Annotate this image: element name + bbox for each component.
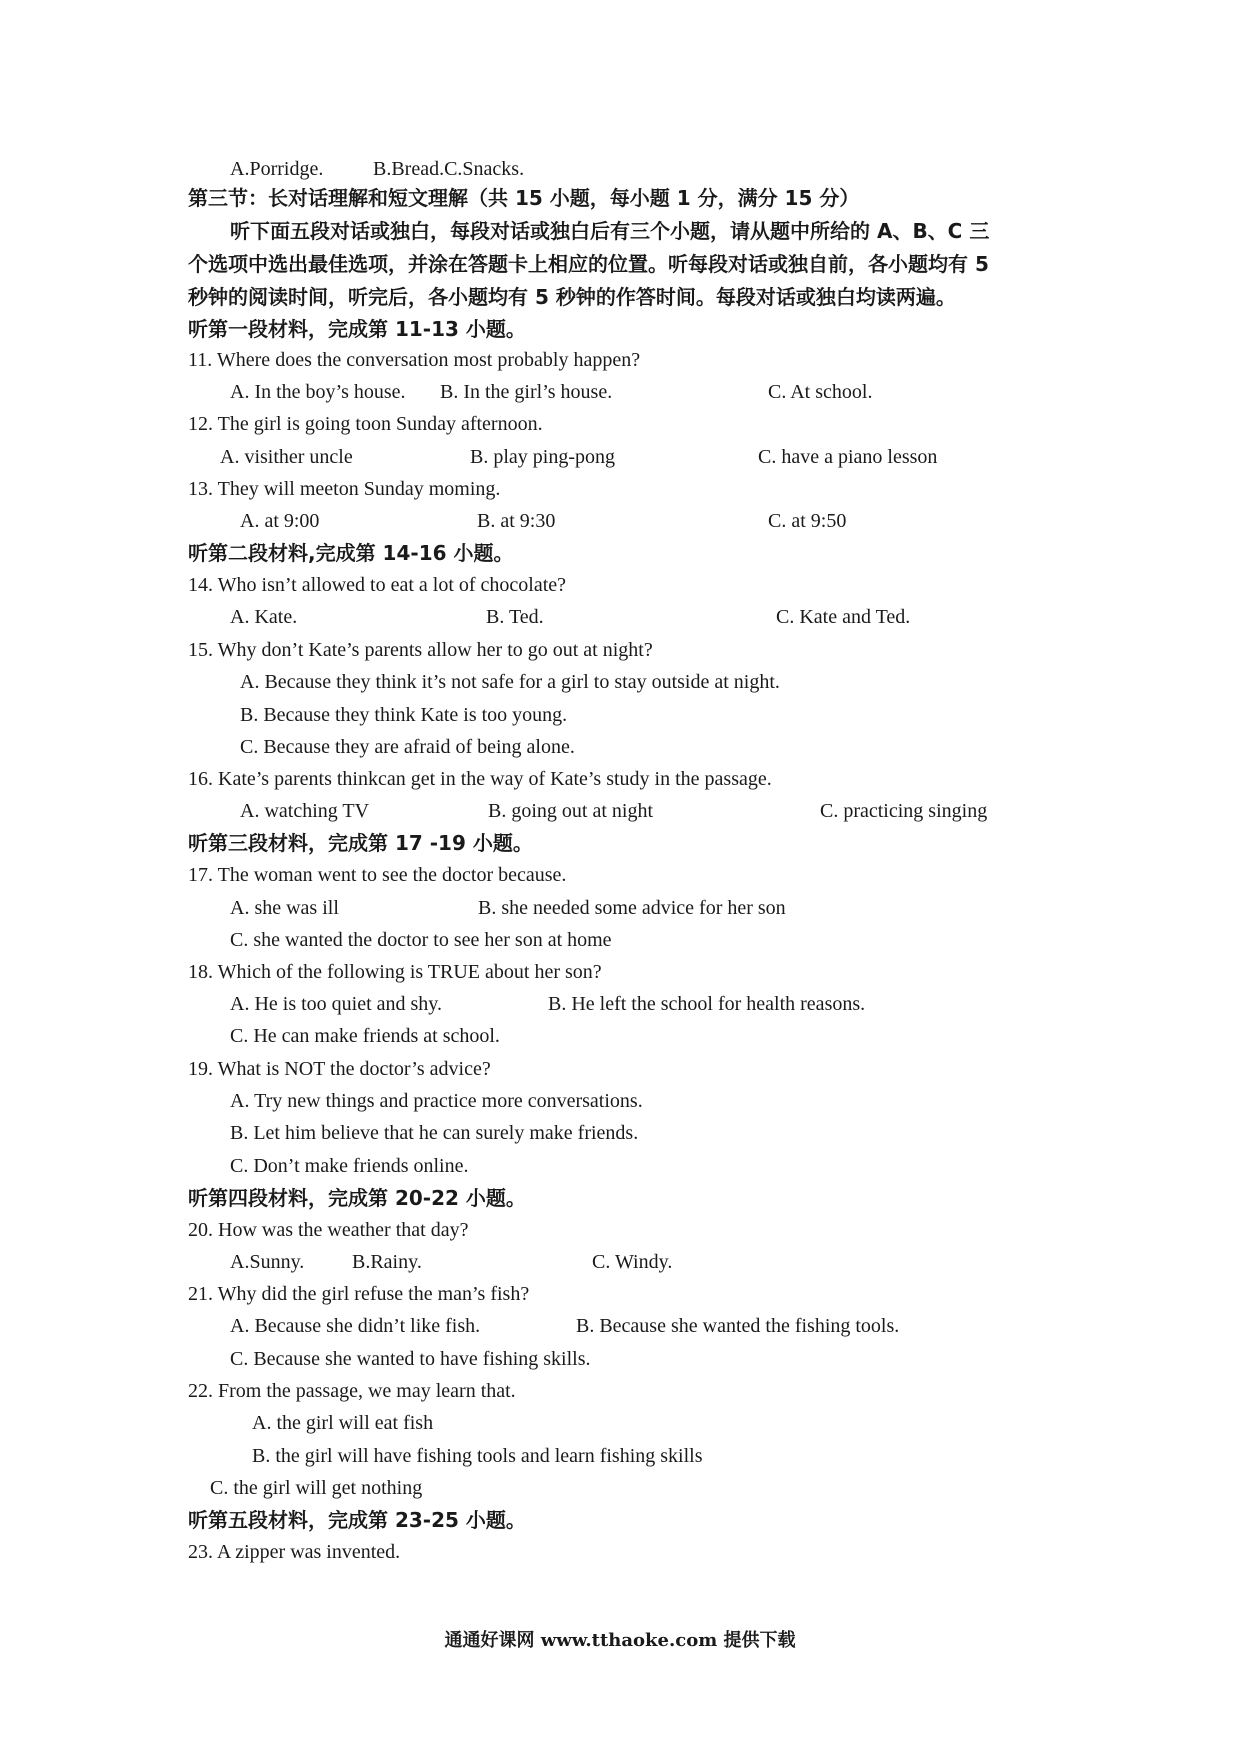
option-b: B. Because they think Kate is too young. — [240, 704, 568, 726]
option-c: C. He can make friends at school. — [230, 1025, 500, 1047]
option-a: A. He is too quiet and shy. — [230, 993, 443, 1015]
option-b: B. Because she wanted the fishing tools. — [576, 1315, 900, 1337]
question-15: 15. Why don’t Kate’s parents allow her to go out at night? — [188, 639, 653, 661]
instructions-line: 个选项中选出最佳选项，并涂在答题卡上相应的位置。听每段对话或独自前，各小题均有 5 — [188, 252, 989, 276]
part-heading: 听第二段材料,完成第 14-16 小题。 — [188, 541, 514, 565]
option-a: A. she was ill — [230, 897, 339, 919]
option-a: A. Kate. — [230, 606, 298, 628]
option-a: A. Because they think it’s not safe for a girl to stay outside at night. — [240, 671, 780, 693]
option-a: A. In the boy’s house. — [230, 381, 406, 403]
option-b: B. going out at night — [488, 800, 653, 822]
option-b: B. play ping-pong — [470, 446, 615, 468]
option-c: C. practicing singing — [820, 800, 988, 822]
question-17: 17. The woman went to see the doctor because. — [188, 864, 567, 886]
instructions-line: 听下面五段对话或独白，每段对话或独白后有三个小题，请从题中所给的 A、B、C 三 — [230, 219, 990, 243]
option-b: B. Let him believe that he can surely make friends. — [230, 1122, 639, 1144]
option-c: C. Because she wanted to have fishing skills. — [230, 1348, 591, 1370]
option-c: C. Kate and Ted. — [776, 606, 911, 628]
option-c: C. at 9:50 — [768, 510, 847, 532]
option-b: B.Rainy. — [352, 1251, 422, 1273]
option-a: A. Try new things and practice more conversations. — [230, 1090, 643, 1112]
question-20: 20. How was the weather that day? — [188, 1219, 469, 1241]
question-14: 14. Who isn’t allowed to eat a lot of chocolate? — [188, 574, 567, 596]
option-a: A. at 9:00 — [240, 510, 320, 532]
part-heading: 听第五段材料，完成第 23-25 小题。 — [188, 1508, 526, 1532]
question-18: 18. Which of the following is TRUE about her son? — [188, 961, 602, 983]
option-c: C. Because they are afraid of being alone. — [240, 736, 575, 758]
option-a: A. the girl will eat fish — [252, 1412, 434, 1434]
option-c: C. Don’t make friends online. — [230, 1155, 469, 1177]
option-b: B. In the girl’s house. — [440, 381, 613, 403]
option-b: B. Ted. — [486, 606, 544, 628]
option-c: C. At school. — [768, 381, 873, 403]
question-16: 16. Kate’s parents thinkcan get in the way of Kate’s study in the passage. — [188, 768, 772, 790]
question-23: 23. A zipper was invented. — [188, 1541, 401, 1563]
option-b: B.Bread.C.Snacks. — [373, 158, 525, 180]
section-heading: 第三节：长对话理解和短文理解（共 15 小题，每小题 1 分，满分 15 分） — [188, 186, 860, 210]
option-c: C. have a piano lesson — [758, 446, 938, 468]
option-a: A.Sunny. — [230, 1251, 305, 1273]
option-b: B. the girl will have fishing tools and learn fishing skills — [252, 1445, 703, 1467]
option-b: B. He left the school for health reasons. — [548, 993, 866, 1015]
option-c: C. she wanted the doctor to see her son at home — [230, 929, 612, 951]
instructions-line: 秒钟的阅读时间，听完后，各小题均有 5 秒钟的作答时间。每段对话或独白均读两遍。 — [188, 285, 956, 309]
part-heading: 听第三段材料，完成第 17 -19 小题。 — [188, 831, 533, 855]
option-a: A. watching TV — [240, 800, 370, 822]
option-b: B. at 9:30 — [477, 510, 556, 532]
question-21: 21. Why did the girl refuse the man’s fish? — [188, 1283, 530, 1305]
part-heading: 听第一段材料，完成第 11-13 小题。 — [188, 317, 526, 341]
option-a: A.Porridge. — [230, 158, 324, 180]
option-c: C. Windy. — [592, 1251, 673, 1273]
question-22: 22. From the passage, we may learn that. — [188, 1380, 516, 1402]
question-11: 11. Where does the conversation most probably happen? — [188, 349, 641, 371]
part-heading: 听第四段材料，完成第 20-22 小题。 — [188, 1186, 526, 1210]
option-a: A. visither uncle — [220, 446, 353, 468]
question-12: 12. The girl is going toon Sunday afternoon. — [188, 413, 543, 435]
option-b: B. she needed some advice for her son — [478, 897, 786, 919]
option-a: A. Because she didn’t like fish. — [230, 1315, 481, 1337]
question-13: 13. They will meeton Sunday moming. — [188, 478, 501, 500]
page-footer: 通通好课网 www.tthaoke.com 提供下载 — [444, 1630, 796, 1651]
question-19: 19. What is NOT the doctor’s advice? — [188, 1058, 491, 1080]
option-c: C. the girl will get nothing — [210, 1477, 423, 1499]
